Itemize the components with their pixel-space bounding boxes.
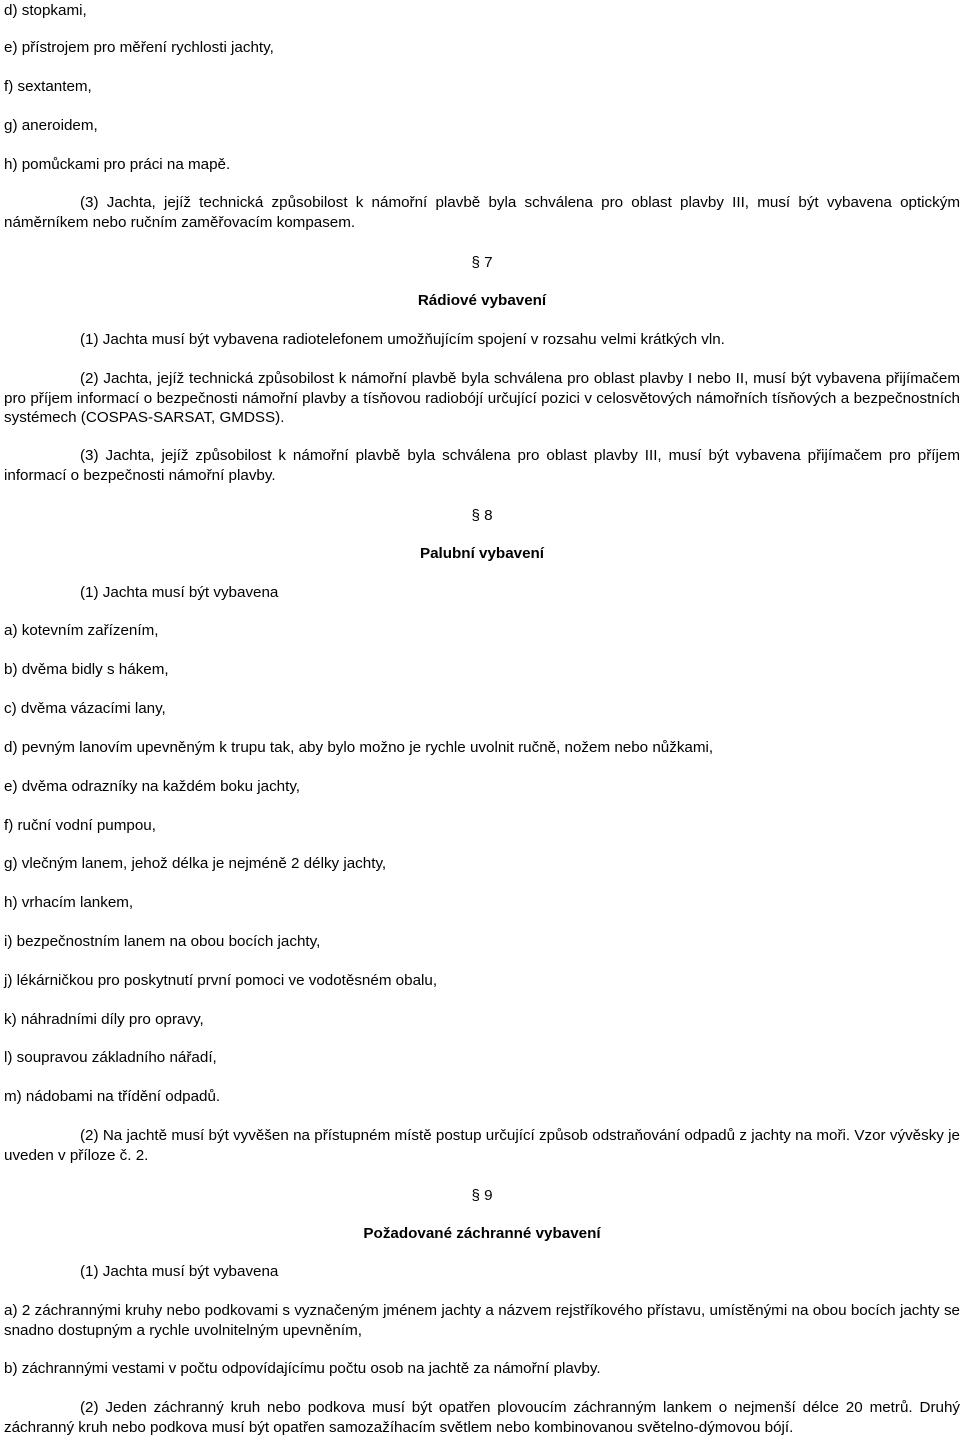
paragraph-text: (2) Na jachtě musí být vyvěšen na přístupném místě postup určující způsob odstraňování odpadů z jachty na moři. Vzor vývěsky je uveden v příloze č. 2. — [4, 1127, 960, 1164]
section-9-number: § 9 — [471, 1187, 493, 1204]
list-item-f: f) sextantem, — [4, 78, 92, 95]
list-item-d: d) stopkami, — [4, 2, 87, 19]
section-7-title: Rádiové vybavení — [417, 292, 547, 309]
list-item: c) dvěma vázacími lany, — [4, 700, 166, 717]
list-item: a) kotevním zařízením, — [4, 622, 159, 639]
list-item: e) dvěma odrazníky na každém boku jachty, — [4, 778, 301, 795]
section-8-number: § 8 — [471, 507, 493, 524]
section-9-item-a — [4, 1301, 960, 1340]
section-7-paragraph-2 — [4, 369, 960, 428]
list-item: b) dvěma bidly s hákem, — [4, 661, 169, 678]
section-9-intro: (1) Jachta musí být vybavena — [80, 1263, 279, 1280]
paragraph-3-previous — [4, 193, 960, 232]
list-item: h) vrhacím lankem, — [4, 894, 134, 911]
list-item-h: h) pomůckami pro práci na mapě. — [4, 156, 231, 173]
section-7-paragraph-3 — [4, 446, 960, 485]
paragraph-text: (2) Jachta, jejíž technická způsobilost k námořní plavbě byla schválena pro oblast plavby I nebo II, musí být vybavena přijímačem pro příjem informací o bezpečnosti námořní plavby a tísňovou radiobójí určující pozici v celosvětových námořních tísňových a bezpečnostních systémech (COSPAS-SARSAT, GMDSS). — [4, 370, 960, 426]
list-item-e: e) přístrojem pro měření rychlosti jachty, — [4, 39, 274, 56]
paragraph-text: (3) Jachta, jejíž způsobilost k námořní plavbě byla schválena pro oblast plavby III, musí být vybavena přijímačem pro příjem informací o bezpečnosti námořní plavby. — [4, 447, 960, 484]
section-7-number: § 7 — [471, 254, 493, 271]
list-item: f) ruční vodní pumpou, — [4, 817, 156, 834]
list-item: d) pevným lanovím upevněným k trupu tak, aby bylo možno je rychle uvolnit ručně, nožem nebo nůžkami, — [4, 739, 714, 756]
list-item: g) vlečným lanem, jehož délka je nejméně 2 délky jachty, — [4, 855, 387, 872]
list-item: k) náhradními díly pro opravy, — [4, 1011, 204, 1028]
section-9-title: Požadované záchranné vybavení — [363, 1225, 601, 1242]
paragraph-text: (3) Jachta, jejíž technická způsobilost k námořní plavbě byla schválena pro oblast plavby III, musí být vybavena optickým náměrníkem nebo ručním zaměřovacím kompasem. — [4, 194, 960, 231]
list-item: j) lékárničkou pro poskytnutí první pomoci ve vodotěsném obalu, — [4, 972, 438, 989]
list-item-g: g) aneroidem, — [4, 117, 98, 134]
list-item: i) bezpečnostním lanem na obou bocích jachty, — [4, 933, 321, 950]
section-7-paragraph-1: (1) Jachta musí být vybavena radiotelefonem umožňujícím spojení v rozsahu velmi krátkých vln. — [80, 331, 725, 348]
paragraph-text: (2) Jeden záchranný kruh nebo podkova musí být opatřen plovoucím záchranným lankem o nejmenší délce 20 metrů. Druhý záchranný kruh nebo podkova musí být opatřen samozažíhacím světlem nebo kombinovanou světelno-dýmovou bójí. — [4, 1399, 960, 1436]
paragraph-text: a) 2 záchrannými kruhy nebo podkovami s vyznačeným jménem jachty a názvem rejstříkového přístavu, umístěnými na obou bocích jachty se snadno dostupným a rychle uvolnitelným upevněním, — [4, 1302, 960, 1339]
section-8-title: Palubní vybavení — [419, 545, 545, 562]
section-9-item-b: b) záchrannými vestami v počtu odpovídajícímu počtu osob na jachtě za námořní plavby. — [4, 1360, 601, 1377]
section-8-paragraph-2 — [4, 1126, 960, 1165]
section-8-intro: (1) Jachta musí být vybavena — [80, 584, 279, 601]
list-item: l) soupravou základního nářadí, — [4, 1049, 217, 1066]
list-item: m) nádobami na třídění odpadů. — [4, 1088, 221, 1105]
section-9-paragraph-2 — [4, 1398, 960, 1437]
